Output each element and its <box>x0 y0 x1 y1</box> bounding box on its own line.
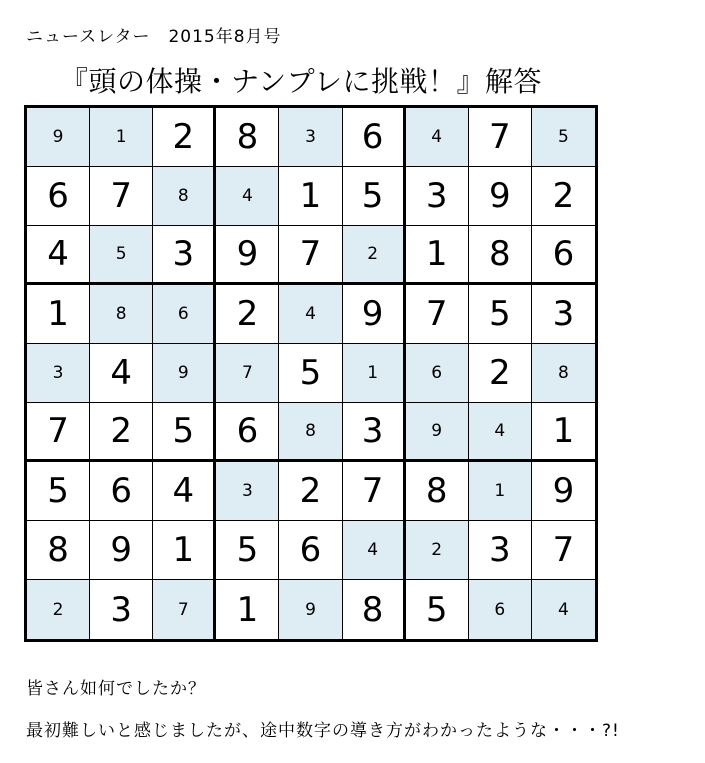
sudoku-cell <box>532 344 595 403</box>
cell-number: 9 <box>177 363 189 383</box>
cell-number: 4 <box>110 353 132 393</box>
cell-number: 7 <box>489 117 511 157</box>
sudoku-cell <box>153 403 216 462</box>
cell-number: 4 <box>367 540 379 560</box>
cell-number: 3 <box>552 294 575 334</box>
cell-number: 6 <box>361 117 384 157</box>
sudoku-cell <box>343 462 406 521</box>
cell-number: 1 <box>236 589 259 630</box>
sudoku-cell <box>343 344 406 403</box>
sudoku-cell <box>90 344 153 403</box>
cell-number: 3 <box>305 127 316 147</box>
cell-number: 9 <box>305 599 316 620</box>
sudoku-cell <box>406 403 469 462</box>
cell-number: 9 <box>431 421 443 441</box>
sudoku-cell <box>90 580 153 639</box>
sudoku-cell <box>532 462 595 521</box>
cell-number: 2 <box>52 599 64 620</box>
cell-number: 8 <box>115 304 127 324</box>
cell-number: 5 <box>172 411 195 451</box>
cell-number: 8 <box>361 589 384 630</box>
cell-number: 5 <box>115 244 127 264</box>
sudoku-cell <box>343 580 406 639</box>
sudoku-cell <box>90 462 153 521</box>
sudoku-cell <box>406 108 469 167</box>
cell-number: 2 <box>431 540 443 560</box>
cell-number: 1 <box>172 530 195 570</box>
cell-number: 5 <box>236 530 259 570</box>
cell-number: 3 <box>489 530 511 570</box>
sudoku-cell <box>279 226 342 285</box>
sudoku-cell <box>153 521 216 580</box>
sudoku-cell <box>469 403 532 462</box>
cell-number: 6 <box>177 304 189 324</box>
cell-number: 8 <box>305 421 316 441</box>
sudoku-cell <box>153 580 216 639</box>
cell-number: 4 <box>47 234 69 274</box>
cell-number: 4 <box>172 471 195 511</box>
sudoku-cell <box>532 285 595 344</box>
cell-number: 8 <box>177 186 189 206</box>
sudoku-cell <box>27 108 90 167</box>
cell-number: 9 <box>552 471 575 511</box>
cell-number: 9 <box>361 294 384 334</box>
cell-number: 9 <box>489 176 511 216</box>
sudoku-cell <box>279 285 342 344</box>
sudoku-cell <box>279 462 342 521</box>
sudoku-cell <box>216 226 279 285</box>
sudoku-cell <box>90 285 153 344</box>
cell-number: 4 <box>558 599 569 620</box>
sudoku-cell <box>343 403 406 462</box>
sudoku-cell <box>27 403 90 462</box>
sudoku-cell <box>90 226 153 285</box>
cell-number: 1 <box>367 363 379 383</box>
sudoku-cell <box>469 580 532 639</box>
sudoku-cell <box>469 167 532 226</box>
cell-number: 9 <box>110 530 132 570</box>
sudoku-cell <box>153 462 216 521</box>
cell-number: 9 <box>236 234 259 274</box>
cell-number: 7 <box>47 411 69 451</box>
sudoku-cell <box>532 226 595 285</box>
cell-number: 6 <box>47 176 69 216</box>
sudoku-cell <box>532 167 595 226</box>
sudoku-cell <box>279 344 342 403</box>
sudoku-cell <box>90 521 153 580</box>
sudoku-cell <box>343 226 406 285</box>
sudoku-cell <box>279 580 342 639</box>
cell-number: 5 <box>361 176 384 216</box>
sudoku-cell <box>90 108 153 167</box>
sudoku-cell <box>216 167 279 226</box>
sudoku-cell <box>406 285 469 344</box>
cell-number: 8 <box>236 117 259 157</box>
cell-number: 4 <box>494 421 506 441</box>
sudoku-cell <box>279 167 342 226</box>
sudoku-cell <box>216 403 279 462</box>
sudoku-cell <box>216 285 279 344</box>
cell-number: 8 <box>558 363 569 383</box>
footer-line-1: 皆さん如何でしたか？ <box>26 679 206 699</box>
cell-number: 3 <box>241 481 253 501</box>
sudoku-cell <box>469 226 532 285</box>
cell-number: 2 <box>110 411 132 451</box>
sudoku-cell <box>27 580 90 639</box>
sudoku-cell <box>406 521 469 580</box>
footer-line-2: 最初難しいと感じましたが、途中数字の導き方がわかったような・・・?! <box>26 721 620 741</box>
sudoku-cell <box>279 521 342 580</box>
sudoku-cell <box>532 403 595 462</box>
cell-number: 7 <box>299 234 322 274</box>
sudoku-cell <box>27 344 90 403</box>
sudoku-cell <box>469 285 532 344</box>
sudoku-cell <box>406 344 469 403</box>
cell-number: 3 <box>52 363 64 383</box>
cell-number: 7 <box>552 530 575 570</box>
newsletter-header: ニュースレター 2015年8月号 <box>26 27 282 47</box>
sudoku-cell <box>216 521 279 580</box>
sudoku-cell <box>153 344 216 403</box>
sudoku-grid <box>24 105 598 642</box>
cell-number: 5 <box>299 353 322 393</box>
sudoku-cell <box>90 403 153 462</box>
sudoku-cell <box>153 167 216 226</box>
cell-number: 4 <box>305 304 316 324</box>
sudoku-cell <box>343 108 406 167</box>
cell-number: 5 <box>489 294 511 334</box>
cell-number: 3 <box>172 234 195 274</box>
sudoku-cell <box>469 521 532 580</box>
cell-number: 4 <box>241 186 253 206</box>
cell-number: 2 <box>367 244 379 264</box>
cell-number: 3 <box>425 176 448 216</box>
sudoku-cell <box>469 344 532 403</box>
sudoku-cell <box>216 108 279 167</box>
cell-number: 7 <box>241 363 253 383</box>
sudoku-cell <box>153 285 216 344</box>
cell-number: 8 <box>47 530 69 570</box>
cell-number: 2 <box>299 471 322 511</box>
cell-number: 6 <box>431 363 443 383</box>
cell-number: 6 <box>494 599 506 620</box>
cell-number: 8 <box>489 234 511 274</box>
sudoku-cell <box>343 285 406 344</box>
cell-number: 6 <box>299 530 322 570</box>
sudoku-cell <box>279 403 342 462</box>
cell-number: 2 <box>172 117 195 157</box>
cell-number: 5 <box>425 589 448 630</box>
sudoku-cell <box>469 462 532 521</box>
cell-number: 4 <box>431 127 443 147</box>
sudoku-cell <box>406 462 469 521</box>
cell-number: 2 <box>489 353 511 393</box>
cell-number: 7 <box>177 599 189 620</box>
sudoku-cell <box>27 521 90 580</box>
sudoku-cell <box>279 108 342 167</box>
sudoku-cell <box>216 580 279 639</box>
sudoku-cell <box>406 580 469 639</box>
cell-number: 6 <box>552 234 575 274</box>
cell-number: 3 <box>110 589 132 630</box>
cell-number: 1 <box>425 234 448 274</box>
cell-number: 6 <box>110 471 132 511</box>
sudoku-cell <box>343 521 406 580</box>
sudoku-cell <box>27 285 90 344</box>
sudoku-cell <box>153 108 216 167</box>
cell-number: 7 <box>425 294 448 334</box>
cell-number: 8 <box>425 471 448 511</box>
sudoku-cell <box>27 226 90 285</box>
cell-number: 5 <box>558 127 569 147</box>
sudoku-cell <box>153 226 216 285</box>
page-title: 『頭の体操・ナンプレに挑戦！』解答 <box>60 65 542 98</box>
sudoku-cell <box>469 108 532 167</box>
cell-number: 6 <box>236 411 259 451</box>
cell-number: 7 <box>110 176 132 216</box>
sudoku-cell <box>27 462 90 521</box>
sudoku-cell <box>343 167 406 226</box>
sudoku-cell <box>532 521 595 580</box>
cell-number: 1 <box>552 411 575 451</box>
sudoku-cell <box>216 462 279 521</box>
cell-number: 5 <box>47 471 69 511</box>
sudoku-cell <box>532 580 595 639</box>
cell-number: 2 <box>552 176 575 216</box>
cell-number: 2 <box>236 294 259 334</box>
sudoku-cell <box>216 344 279 403</box>
cell-number: 3 <box>361 411 384 451</box>
cell-number: 1 <box>47 294 69 334</box>
cell-number: 1 <box>494 481 506 501</box>
sudoku-cell <box>406 226 469 285</box>
sudoku-cell <box>406 167 469 226</box>
cell-number: 1 <box>299 176 322 216</box>
sudoku-cell <box>27 167 90 226</box>
cell-number: 7 <box>361 471 384 511</box>
sudoku-cell <box>532 108 595 167</box>
cell-number: 1 <box>115 127 127 147</box>
sudoku-cell <box>90 167 153 226</box>
cell-number: 9 <box>52 127 64 147</box>
